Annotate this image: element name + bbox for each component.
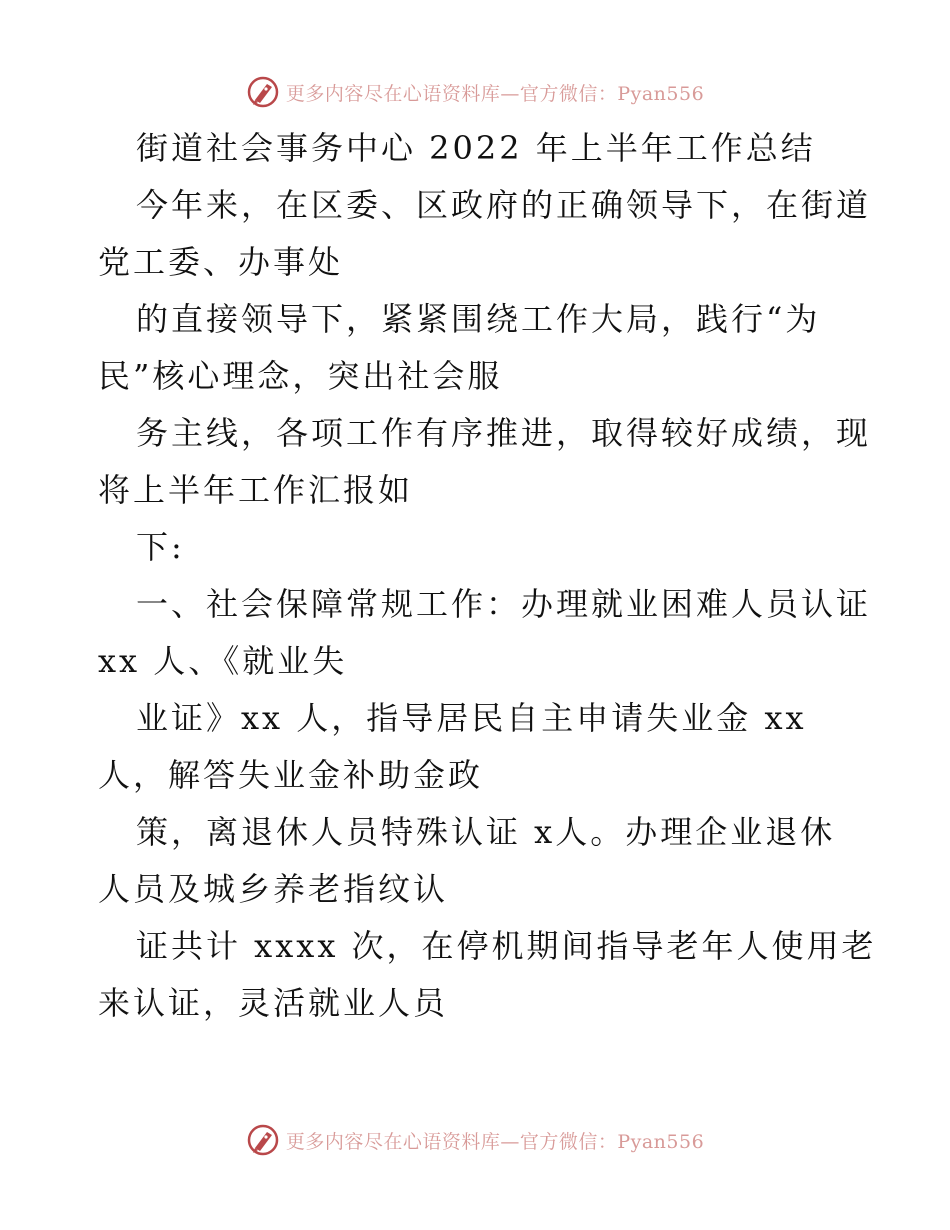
paragraph-line: 人，解答失业金补助金政	[98, 756, 484, 794]
paragraph-line: 的直接领导下，紧紧围绕工作大局，践行“为	[136, 300, 821, 338]
watermark-banner-bottom	[0, 1120, 950, 1160]
pen-nib-circle-icon	[246, 1123, 280, 1157]
watermark-text: 更多内容尽在心语资料库—官方微信：Pyan556	[285, 82, 705, 105]
watermark-text: 更多内容尽在心语资料库—官方微信：Pyan556	[285, 1130, 705, 1153]
paragraph-line: 党工委、办事处	[98, 243, 344, 281]
paragraph-line: 证共计 xxxx 次，在停机期间指导老年人使用老	[136, 927, 877, 965]
paragraph-line: 将上半年工作汇报如	[98, 471, 414, 509]
paragraph-line: 业证》xx 人，指导居民自主申请失业金 xx	[136, 699, 807, 737]
paragraph-line: 来认证，灵活就业人员	[98, 984, 449, 1022]
paragraph-line: 下:	[136, 528, 185, 566]
document-body	[98, 120, 877, 1032]
document-title: 街道社会事务中心 2022 年上半年工作总结	[136, 129, 816, 167]
paragraph-line: 务主线，各项工作有序推进，取得较好成绩，现	[136, 414, 872, 452]
pen-nib-circle-icon	[246, 75, 280, 109]
paragraph-line: 今年来，在区委、区政府的正确领导下，在街道	[136, 186, 872, 224]
paragraph-line: 民”核心理念，突出社会服	[98, 357, 503, 395]
paragraph-line: 策，离退休人员特殊认证 x人。办理企业退休	[136, 813, 836, 851]
paragraph-line: 一、社会保障常规工作：办理就业困难人员认证	[136, 585, 872, 623]
paragraph-line: xx 人、《就业失	[98, 642, 348, 680]
paragraph-line: 人员及城乡养老指纹认	[98, 870, 449, 908]
watermark-banner-top	[0, 72, 950, 112]
